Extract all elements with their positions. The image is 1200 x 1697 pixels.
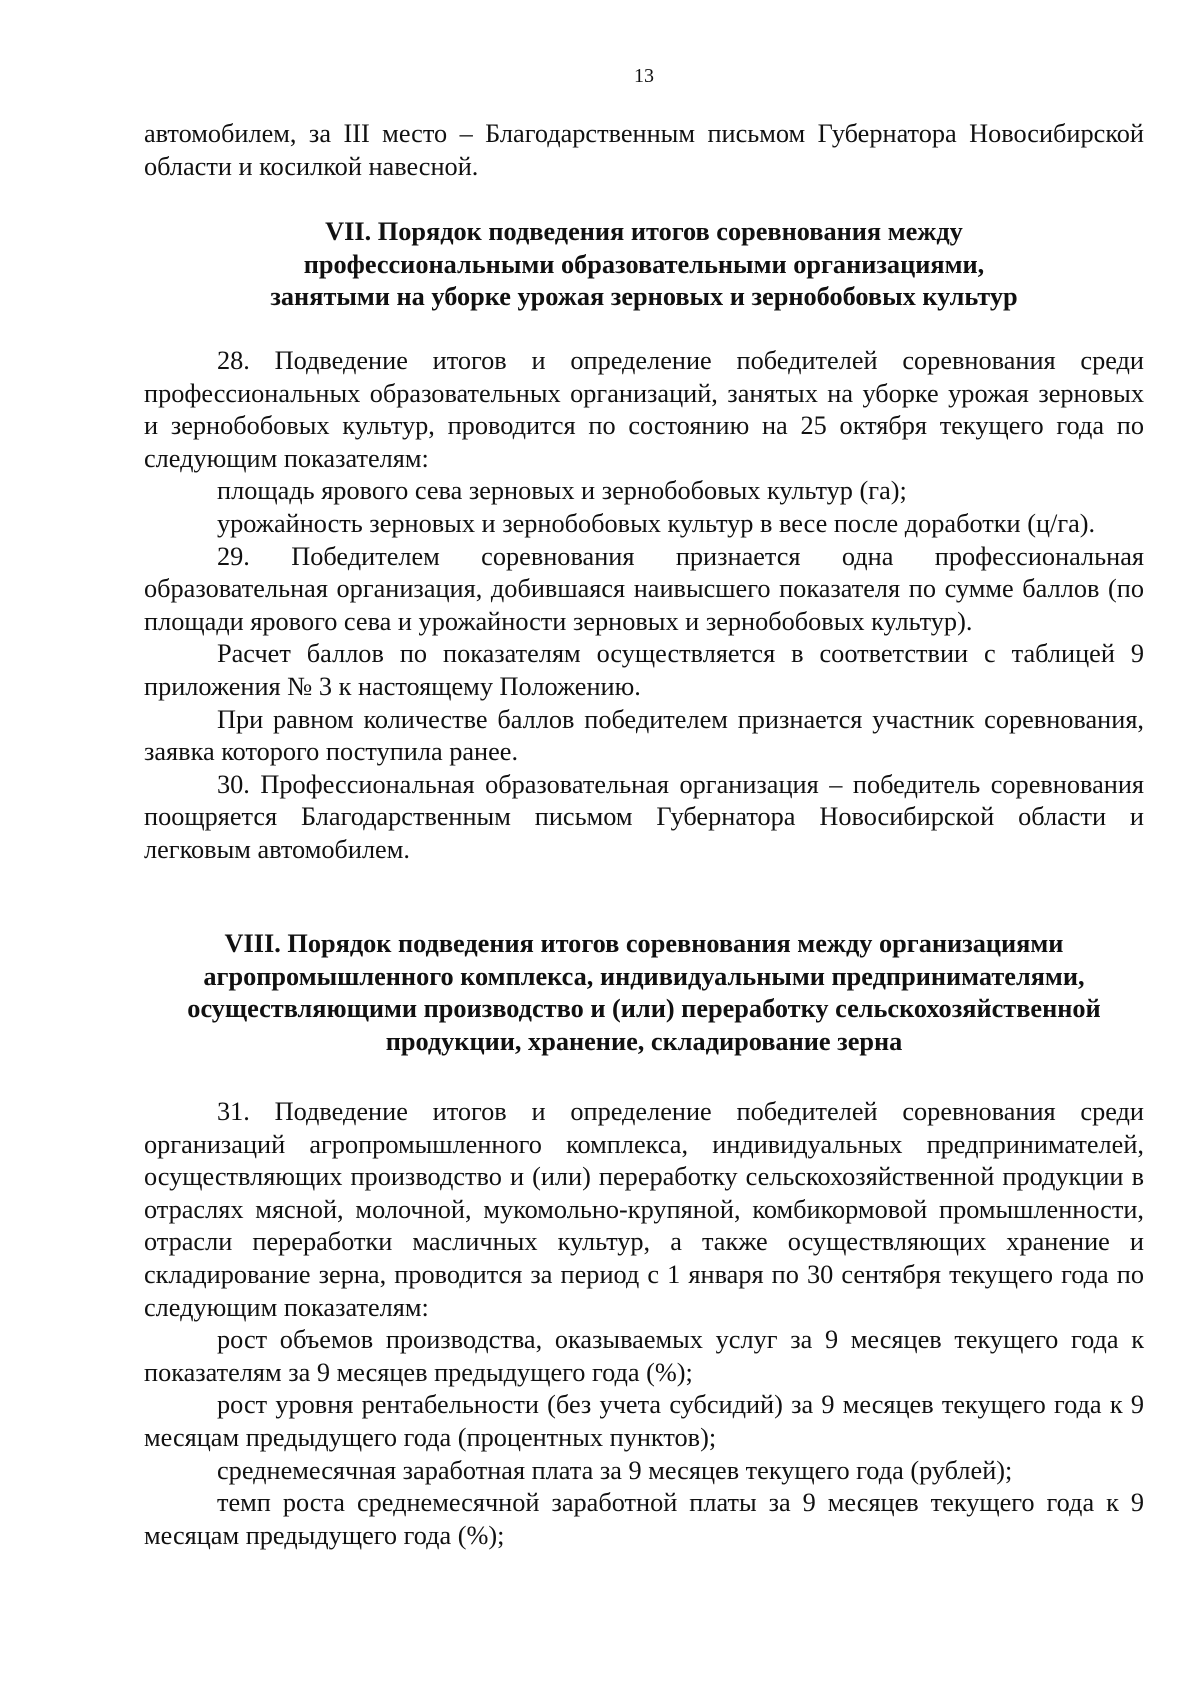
indicator-sowing-area: площадь ярового сева зерновых и зернобобовых культур (га); — [217, 476, 907, 506]
paragraph-30: 30. Профессиональная образовательная организация – победитель соревнования поощряется Благодарственным письмом Губернатора Новосибирской области и легковым автомобилем. — [144, 769, 1144, 864]
indicator-yield: урожайность зерновых и зернобобовых культур в весе после доработки (ц/га). — [217, 508, 1096, 538]
paragraph-29: 29. Победителем соревнования признается одна профессиональная образовательная организация, добившаяся наивысшего показателя по сумме баллов (по площади ярового сева и урожайности зерновых и зернобобовых культур). — [144, 541, 1144, 636]
section-7-heading-line-1: VII. Порядок подведения итогов соревнования между — [325, 217, 963, 246]
indicator-production-growth: рост объемов производства, оказываемых услуг за 9 месяцев текущего года к показателям за 9 месяцев предыдущего года (%); — [144, 1325, 1144, 1387]
section-8-heading — [144, 928, 1144, 1058]
continuation-block — [144, 118, 1144, 183]
section-8-heading-line-1: VIII. Порядок подведения итогов соревнования между организациями — [224, 929, 1064, 958]
indicator-average-salary: среднемесячная заработная плата за 9 месяцев текущего года (рублей); — [217, 1455, 1013, 1485]
section-7-heading — [144, 216, 1144, 314]
indicator-profitability-growth: рост уровня рентабельности (без учета субсидий) за 9 месяцев текущего года к 9 месяцам предыдущего года (процентных пунктов); — [144, 1390, 1144, 1452]
page-number: 13 — [634, 65, 654, 87]
section-8-heading-line-3: осуществляющими производство и (или) переработку сельскохозяйственной — [187, 994, 1101, 1024]
continuation-paragraph: автомобилем, за III место – Благодарственным письмом Губернатора Новосибирской области и косилкой навесной. — [144, 119, 1144, 181]
indicator-salary-growth-rate: темп роста среднемесячной заработной платы за 9 месяцев текущего года к 9 месяцам предыдущего года (%); — [144, 1488, 1144, 1550]
section-8-heading-line-4: продукции, хранение, складирование зерна — [385, 1026, 903, 1056]
section-8-body — [144, 1096, 1144, 1552]
section-7-heading-line-2: профессиональными образовательными организациями, — [303, 249, 985, 279]
paragraph-28: 28. Подведение итогов и определение победителей соревнования среди профессиональных образовательных организаций, занятых на уборке урожая зерновых и зернобобовых культур, проводится по состоянию на 25 октября текущего года по следующим показателям: — [144, 346, 1144, 473]
section-8-heading-line-2: агропромышленного комплекса, индивидуальными предпринимателями, — [203, 961, 1085, 991]
section-7-body — [144, 345, 1144, 867]
paragraph-31: 31. Подведение итогов и определение победителей соревнования среди организаций агропромышленного комплекса, индивидуальных предпринимателей, осуществляющих производство и (или) переработку сельскохозяйственной продукции в отраслях мясной, молочной, мукомольно-крупяной, комбикормовой промышленности, отрасли переработки масличных культур, а также осуществляющих хранение и складирование зерна, проводится за период с 1 января по 30 сентября текущего года по следующим показателям: — [144, 1097, 1144, 1322]
points-calculation-paragraph: Расчет баллов по показателям осуществляется в соответствии с таблицей 9 приложения № 3 к настоящему Положению. — [144, 639, 1144, 701]
tie-break-paragraph: При равном количестве баллов победителем признается участник соревнования, заявка которого поступила ранее. — [144, 704, 1144, 767]
section-7-heading-line-3: занятыми на уборке урожая зерновых и зернобобовых культур — [270, 282, 1018, 312]
